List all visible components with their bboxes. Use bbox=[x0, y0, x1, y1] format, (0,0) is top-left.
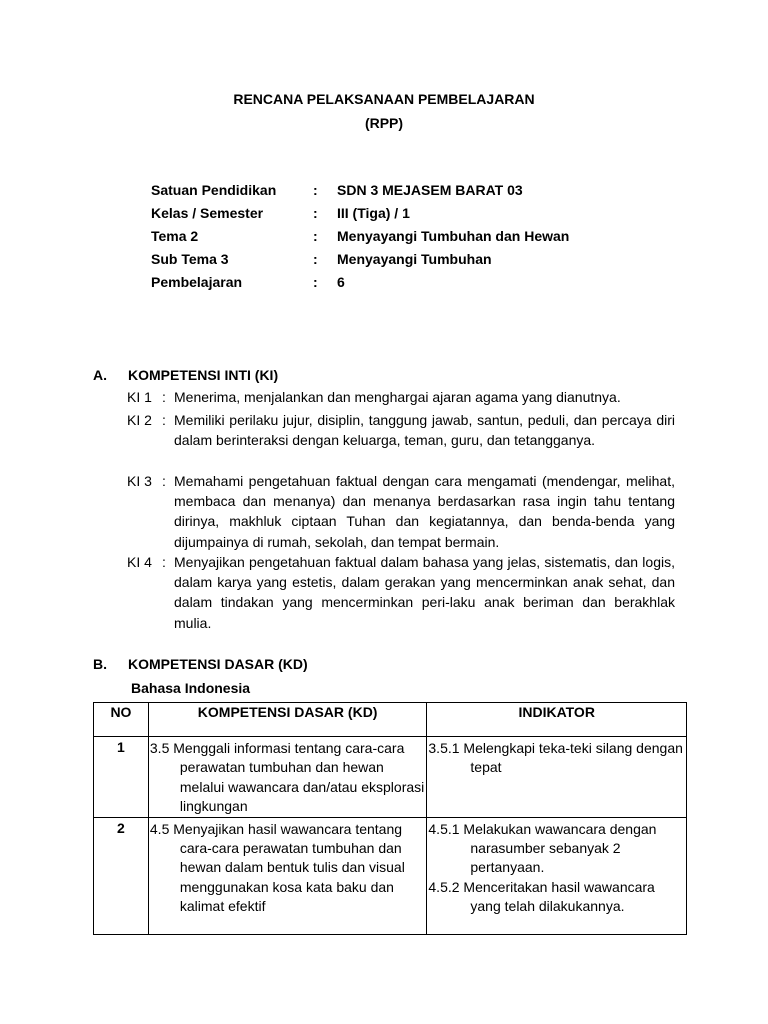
kd-table bbox=[93, 702, 687, 935]
header-no: NO bbox=[94, 703, 149, 737]
table-row bbox=[94, 817, 687, 934]
indikator-text: 4.5.1 Melakukan wawancara dengan narasumber sebanyak 2 pertanyaan. bbox=[428, 820, 657, 876]
header-indikator: INDIKATOR bbox=[427, 703, 687, 737]
ki-colon: : bbox=[162, 473, 166, 489]
ki-item bbox=[127, 552, 675, 633]
ki-item bbox=[127, 471, 675, 552]
section-title: KOMPETENSI INTI (KI) bbox=[128, 367, 279, 383]
identity-colon: : bbox=[313, 182, 318, 198]
identity-colon: : bbox=[313, 205, 318, 221]
identity-value: SDN 3 MEJASEM BARAT 03 bbox=[337, 182, 523, 198]
indikator-text: 4.5.2 Menceritakan hasil wawancara yang telah dilakukannya. bbox=[428, 878, 655, 915]
identity-value: Menyayangi Tumbuhan bbox=[337, 251, 492, 267]
kd-text: 3.5 Menggali informasi tentang cara-cara perawatan tumbuhan dan hewan melalui wawancara dan/atau eksplorasi lingkungan bbox=[149, 740, 425, 815]
identity-label: Satuan Pendidikan bbox=[151, 182, 277, 198]
identity-value: 6 bbox=[337, 274, 345, 290]
identity-value: Menyayangi Tumbuhan dan Hewan bbox=[337, 228, 570, 244]
section-letter: A. bbox=[93, 367, 107, 383]
kd-text: 4.5 Menyajikan hasil wawancara tentang cara-cara perawatan tumbuhan dan hewan dalam bentuk tulis dan visual menggunakan kosa kata baku dan kalimat efektif bbox=[149, 820, 405, 915]
row-number: 1 bbox=[94, 737, 149, 818]
ki-code: KI 4 bbox=[127, 554, 152, 570]
identity-colon: : bbox=[313, 274, 318, 290]
ki-code: KI 2 bbox=[127, 412, 152, 428]
ki-colon: : bbox=[162, 412, 166, 428]
subject-heading: Bahasa Indonesia bbox=[131, 680, 251, 696]
identity-colon: : bbox=[313, 251, 318, 267]
row-number: 2 bbox=[94, 817, 149, 934]
ki-text: Memiliki perilaku jujur, disiplin, tanggung jawab, santun, peduli, dan percaya diri dalam berinteraksi dengan keluarga, teman, guru, dan tetangganya. bbox=[174, 412, 675, 449]
ki-text: Menyajikan pengetahuan faktual dalam bahasa yang jelas, sistematis, dan logis, dalam karya yang estetis, dalam gerakan yang mencerminkan anak sehat, dan dalam tindakan yang mencerminkan peri-laku anak beriman dan berakhlak mulia. bbox=[174, 554, 675, 631]
identity-value: III (Tiga) / 1 bbox=[337, 205, 410, 221]
identity-label: Pembelajaran bbox=[151, 274, 243, 290]
table-header-row bbox=[94, 703, 687, 737]
document-title: RENCANA PELAKSANAAN PEMBELAJARAN bbox=[233, 91, 535, 107]
identity-label: Sub Tema 3 bbox=[151, 251, 229, 267]
ki-colon: : bbox=[162, 389, 166, 405]
ki-colon: : bbox=[162, 554, 166, 570]
header-kd: KOMPETENSI DASAR (KD) bbox=[148, 703, 427, 737]
table-row bbox=[94, 737, 687, 818]
identity-label: Kelas / Semester bbox=[151, 205, 264, 221]
document-subtitle: (RPP) bbox=[364, 115, 404, 131]
section-letter: B. bbox=[93, 656, 107, 672]
ki-code: KI 1 bbox=[127, 389, 152, 405]
section-title: KOMPETENSI DASAR (KD) bbox=[128, 656, 308, 672]
ki-text: Memahami pengetahuan faktual dengan cara mengamati (mendengar, melihat, membaca dan menanya) dan menanya berdasarkan rasa ingin tahu tentang dirinya, makhluk ciptaan Tuhan dan kegiatannya, dan benda-benda yang dijumpainya di rumah, sekolah, dan tempat bermain. bbox=[174, 473, 675, 550]
identity-colon: : bbox=[313, 228, 318, 244]
ki-text: Menerima, menjalankan dan menghargai ajaran agama yang dianutnya. bbox=[174, 389, 621, 405]
indikator-text: 3.5.1 Melengkapi teka-teki silang dengan tepat bbox=[428, 740, 683, 776]
ki-item bbox=[127, 410, 675, 450]
ki-code: KI 3 bbox=[127, 473, 152, 489]
ki-item bbox=[127, 387, 675, 407]
identity-label: Tema 2 bbox=[151, 228, 199, 244]
